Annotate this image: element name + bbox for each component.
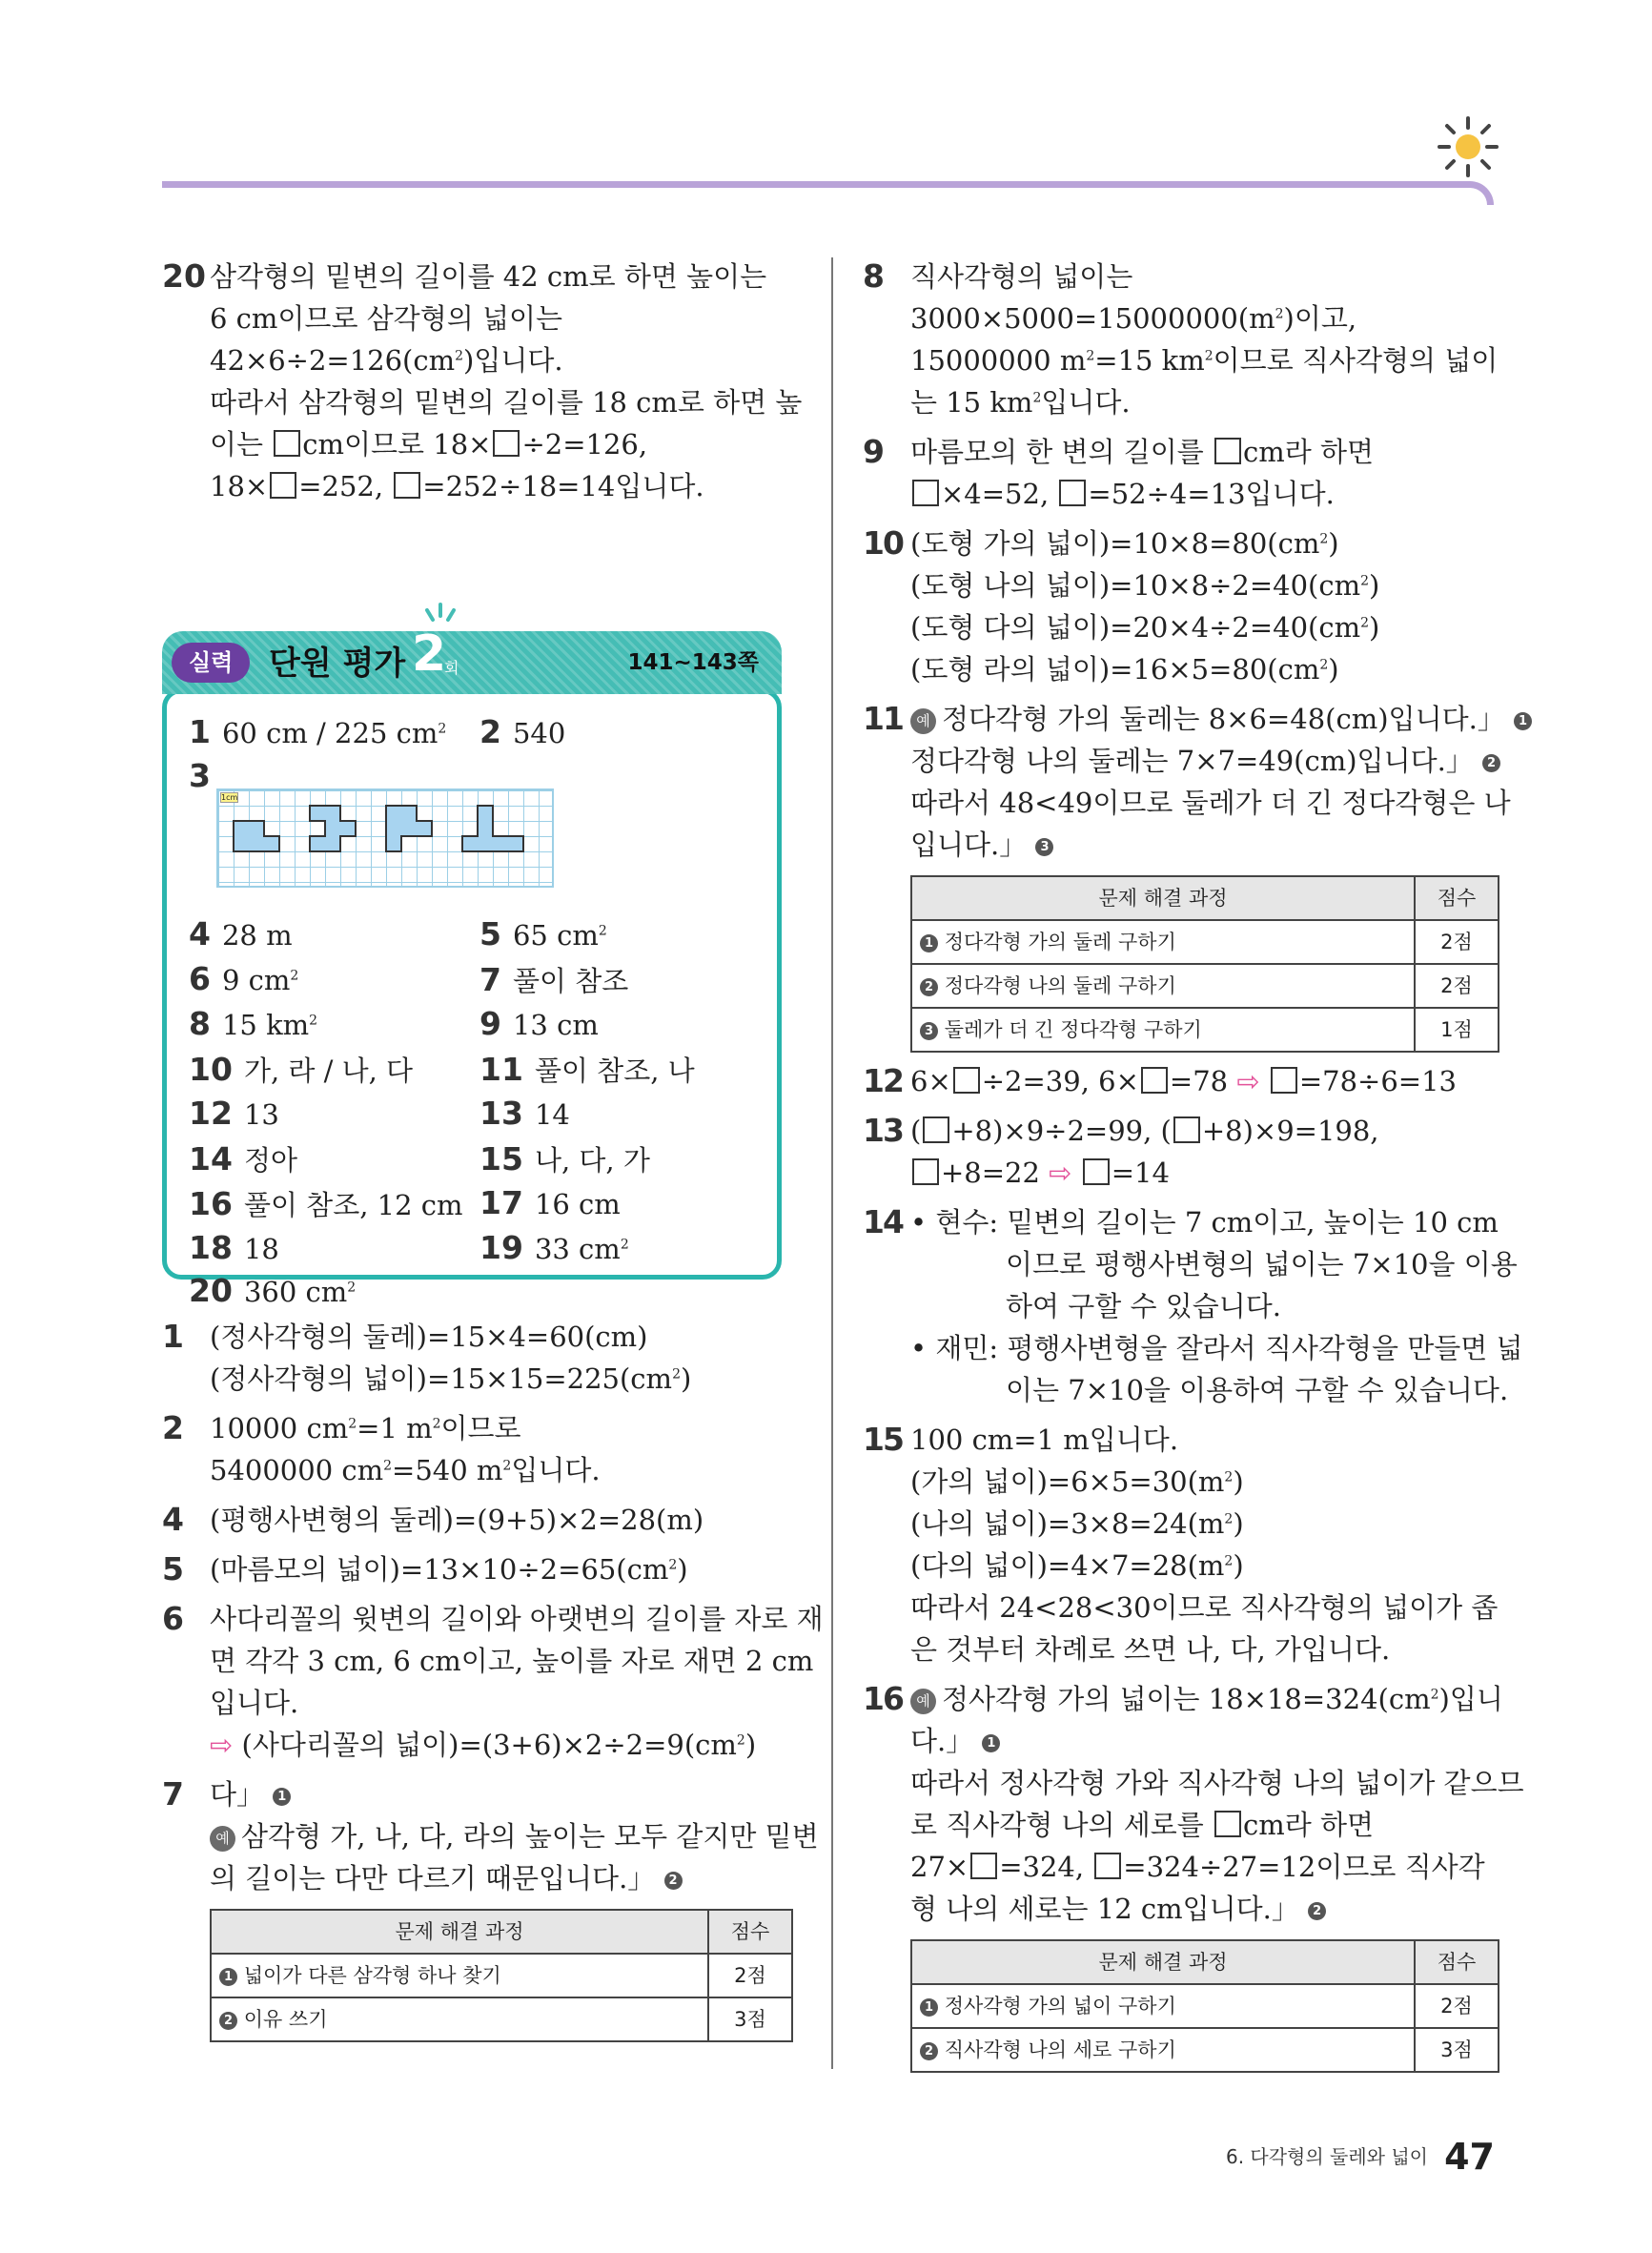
page-footer (1226, 2136, 1495, 2178)
blank-box (493, 430, 520, 457)
text-line: $42\times 6\div 2=126(cm^2)$입니다. (210, 344, 563, 377)
text-line: 6× ÷2=39, 6× =78 ⇨ =78÷6=13 (910, 1065, 1457, 1097)
arrow-icon: ⇨ (1049, 1157, 1072, 1189)
solution-8 (863, 256, 1501, 423)
table-row: 3 둘레가 더 긴 정다각형 구하기 1점 (911, 1008, 1499, 1052)
text-line: 은 것부터 차례로 쓰면 나, 다, 가입니다. (910, 1633, 1391, 1666)
answer-11: 11 풀이 참조, 나 (479, 1051, 695, 1088)
table-row: 2 직사각형 나의 세로 구하기 3점 (911, 2028, 1499, 2072)
solution-16 (863, 1678, 1524, 2073)
table-header: 문제 해결 과정 (911, 1940, 1415, 1984)
text-line: 27× =324, =324÷27=12이므로 직사각 (910, 1851, 1485, 1883)
table-row: 2 정다각형 나의 둘레 구하기 2점 (911, 964, 1499, 1008)
left-column (162, 256, 824, 2050)
blank-box (1059, 480, 1086, 506)
table-header: 문제 해결 과정 (911, 876, 1415, 920)
text-line: 마름모의 한 변의 길이를 cm라 하면 (910, 436, 1375, 468)
text-line: 이는 cm이므로 18× ÷2=126, (210, 428, 648, 461)
blank-box (394, 472, 420, 499)
answer-2: 2 540 (479, 713, 566, 750)
round-suffix: 회 (444, 659, 459, 677)
answer-18: 18 18 (189, 1229, 279, 1266)
solution-4 (162, 1499, 796, 1541)
step-2-marker: 2 (1308, 1902, 1326, 1920)
problem-number: 4 (162, 1501, 184, 1538)
text-line: (도형 나의 넓이)$=10\times 8\div 2=40(cm^2)$ (910, 569, 1380, 602)
text-line: 예 삼각형 가, 나, 다, 라의 높이는 모두 같지만 밑변 (210, 1815, 796, 1857)
text-line: +8=22 ⇨ =14 (910, 1152, 1501, 1194)
text-line: (도형 가의 넓이)$=10\times 8=80(cm^2)$ (910, 527, 1339, 560)
solution-2 (162, 1407, 796, 1491)
step-1-marker: 1 (273, 1788, 291, 1806)
answer-6: 6 9 $cm^2$ (189, 960, 299, 997)
table-header: 점수 (1415, 1940, 1499, 1984)
text-line: (도형 라의 넓이)$=16\times 5=80(cm^2)$ (910, 653, 1339, 686)
answer-19: 19 33 $cm^2$ (479, 1229, 629, 1266)
table-header: 점수 (708, 1910, 792, 1954)
page-range: 141~143쪽 (627, 650, 759, 675)
answer-14: 14 정아 (189, 1140, 297, 1178)
text-line: ×4=52, =52÷4=13입니다. (910, 473, 1501, 515)
text-line: 따라서 24<28<30이므로 직사각형의 넓이가 좁 (910, 1591, 1499, 1624)
answer-12: 12 13 (189, 1095, 279, 1132)
problem-number: 10 (863, 524, 903, 562)
text-line: (나의 넓이)$=3\times 8=24(m^2)$ (910, 1507, 1244, 1540)
shape-piece (386, 806, 432, 851)
text-line: 100 cm=1 m입니다. (910, 1423, 1179, 1456)
table-row: 1 넓이가 다른 삼각형 하나 찾기 2점 (211, 1954, 792, 1997)
table-header: 점수 (1415, 876, 1499, 920)
chapter-title: 6. 다각형의 둘레와 넓이 (1225, 2145, 1429, 2168)
text-line: (다의 넓이)$=4\times 7=28(m^2)$ (910, 1549, 1244, 1582)
problem-number: 16 (863, 1680, 903, 1717)
problem-number: 5 (162, 1550, 184, 1587)
text-line: 5400000 $cm^2=540$ $m^2$입니다. (210, 1454, 601, 1486)
blank-box (270, 472, 296, 499)
solution-7 (162, 1773, 819, 2042)
right-column (863, 256, 1528, 2080)
text-line: 6 cm이므로 삼각형의 넓이는 (210, 302, 562, 335)
answer-1: 1 60 cm / 225 $cm^2$ (189, 713, 447, 750)
shape-piece (310, 806, 356, 851)
text-line: (마름모의 넓이)$=13\times 10\div 2=65(cm^2)$ (210, 1553, 688, 1586)
text-line: 15000000 $m^2=15$ $km^2$이므로 직사각형의 넓이 (910, 344, 1499, 377)
text-line: ⇨ (사다리꼴의 넓이)$=(3+6)\times 2\div 2=9(cm^2)$ (210, 1729, 757, 1761)
text-line: 입니다.」 3 (910, 824, 1501, 866)
text-line: 하여 구할 수 있습니다. (1006, 1290, 1281, 1322)
answer-4: 4 28 m (189, 915, 293, 952)
solution-13 (863, 1110, 1501, 1194)
blank-box (274, 430, 300, 457)
shape-piece (234, 821, 279, 851)
problem-number: 11 (863, 700, 903, 737)
answer-10: 10 가, 라 / 나, 다 (189, 1051, 414, 1088)
answer-9: 9 13 cm (479, 1005, 599, 1042)
text-line: 따라서 정사각형 가와 직사각형 나의 넓이가 같으므 (910, 1767, 1524, 1799)
blank-box (912, 480, 939, 506)
text-line: $3000\times 5000=15000000(m^2)$이고, (910, 302, 1357, 335)
review-title: 단원 평가 (269, 645, 406, 683)
solution-20 (162, 256, 803, 507)
answer-20: 20 360 $cm^2$ (189, 1272, 357, 1309)
text-line: 예 정다각형 가의 둘레는 8×6=48(cm)입니다.」 1 (910, 698, 1501, 740)
problem-number: 12 (863, 1062, 903, 1099)
solution-15 (863, 1419, 1501, 1670)
text-line: 입니다. (210, 1687, 299, 1719)
grid-scale-tag: 1cm (221, 793, 238, 802)
problem-number: 1 (162, 1318, 184, 1355)
text-line: 따라서 48<49이므로 둘레가 더 긴 정다각형은 나 (910, 787, 1511, 819)
answer-15: 15 나, 다, 가 (479, 1140, 650, 1178)
text-line: • 현수: 밑변의 길이는 7 cm이고, 높이는 10 cm (910, 1206, 1499, 1239)
example-badge: 예 (910, 708, 936, 734)
problem-number: 13 (863, 1112, 903, 1149)
answer-13: 13 14 (479, 1095, 570, 1132)
text-line: 예 정사각형 가의 넓이는 $18\times 18=324(cm^2)$입니 (910, 1678, 1501, 1720)
blank-box (1214, 438, 1241, 464)
table-row: 1 정다각형 가의 둘레 구하기 2점 (911, 920, 1499, 964)
problem-number: 20 (162, 257, 206, 295)
text-line: 이는 7×10을 이용하여 구할 수 있습니다. (1006, 1374, 1509, 1406)
text-line: 18× =252, =252÷18=14입니다. (210, 470, 704, 502)
answer-8: 8 15 $km^2$ (189, 1005, 318, 1042)
problem-number: 8 (863, 257, 885, 295)
review-header (162, 625, 782, 694)
problem-number: 9 (863, 433, 885, 470)
text-line: (정사각형의 넓이)$=15\times 15=225(cm^2)$ (210, 1362, 692, 1395)
text-line: 형 나의 세로는 12 cm입니다.」 2 (910, 1888, 1501, 1930)
table-row: 1 정사각형 가의 넓이 구하기 2점 (911, 1984, 1499, 2028)
text-line: ( +8)×9÷2=99, ( +8)×9=198, (910, 1115, 1379, 1147)
text-line: (정사각형의 둘레)=15×4=60(cm) (210, 1321, 648, 1353)
column-divider (831, 257, 833, 2069)
text-line: • 재민: 평행사변형을 잘라서 직사각형을 만들면 넓 (910, 1332, 1523, 1364)
solution-9 (863, 431, 1501, 515)
arrow-icon: ⇨ (1236, 1065, 1260, 1097)
text-line: 이므로 평행사변형의 넓이는 7×10을 이용 (1006, 1248, 1518, 1280)
solution-11 (863, 698, 1528, 1053)
table-row: 2 이유 쓰기 3점 (211, 1997, 792, 2041)
scoring-table-11 (910, 875, 1499, 1053)
text-line: 정다각형 나의 둘레는 7×7=49(cm)입니다.」 2 (910, 740, 1501, 782)
solution-1 (162, 1316, 796, 1400)
step-3-marker: 3 (1035, 838, 1053, 856)
page-number: 47 (1444, 2136, 1495, 2178)
text-line: 다」 1 (210, 1773, 796, 1815)
solution-10 (863, 522, 1501, 690)
answer-3-grid-figure (216, 789, 554, 888)
level-badge: 실력 (172, 643, 250, 683)
solution-14 (863, 1201, 1523, 1411)
table-header: 문제 해결 과정 (211, 1910, 708, 1954)
header-rule (162, 181, 1494, 205)
step-1-marker: 1 (982, 1734, 1000, 1752)
solution-12 (863, 1060, 1501, 1102)
step-1-marker: 1 (1514, 712, 1532, 730)
text-line: (도형 다의 넓이)$=20\times 4\div 2=40(cm^2)$ (910, 611, 1380, 644)
problem-number: 14 (863, 1203, 903, 1240)
shape-piece (462, 806, 523, 851)
unit-review-box (162, 625, 782, 1309)
text-line: (가의 넓이)$=6\times 5=30(m^2)$ (910, 1465, 1244, 1498)
text-line: (평행사변형의 둘레)=(9+5)×2=28(m) (210, 1504, 704, 1536)
scoring-table-7 (210, 1909, 793, 2042)
step-2-marker: 2 (664, 1872, 683, 1890)
example-badge: 예 (910, 1689, 936, 1714)
arrow-icon: ⇨ (210, 1729, 234, 1761)
answer-3: 3 (189, 757, 211, 794)
text-line: 면 각각 3 cm, 6 cm이고, 높이를 자로 재면 2 cm (210, 1645, 814, 1677)
scoring-table-16 (910, 1939, 1499, 2073)
example-badge: 예 (210, 1826, 235, 1852)
text-line: 10000 $cm^2=1$ $m^2$이므로 (210, 1412, 521, 1444)
problem-number: 2 (162, 1409, 184, 1446)
text-line: 따라서 삼각형의 밑변의 길이를 18 cm로 하면 높 (210, 386, 803, 419)
text-line: 의 길이는 다만 다르기 때문입니다.」 2 (210, 1857, 796, 1899)
solution-5 (162, 1548, 796, 1590)
problem-number: 7 (162, 1775, 184, 1813)
text-line: 삼각형의 밑변의 길이를 42 cm로 하면 높이는 (210, 260, 767, 293)
problem-number: 6 (162, 1600, 184, 1637)
text-line: 사다리꼴의 윗변의 길이와 아랫변의 길이를 자로 재 (210, 1603, 824, 1635)
sun-icon (1438, 116, 1499, 177)
step-2-marker: 2 (1482, 754, 1500, 772)
text-line: 직사각형의 넓이는 (910, 260, 1133, 293)
text-line: 로 직사각형 나의 세로를 cm라 하면 (910, 1809, 1375, 1841)
solution-6 (162, 1598, 824, 1766)
answer-17: 17 16 cm (479, 1184, 621, 1221)
problem-number: 15 (863, 1421, 903, 1458)
round-number: 2 (412, 625, 447, 683)
text-line: 다.」 1 (910, 1720, 1501, 1762)
answer-16: 16 풀이 참조, 12 cm (189, 1185, 463, 1222)
answer-5: 5 65 $cm^2$ (479, 915, 607, 952)
text-line: 는 15 $km^2$입니다. (910, 386, 1131, 419)
answer-7: 7 풀이 참조 (479, 961, 629, 998)
